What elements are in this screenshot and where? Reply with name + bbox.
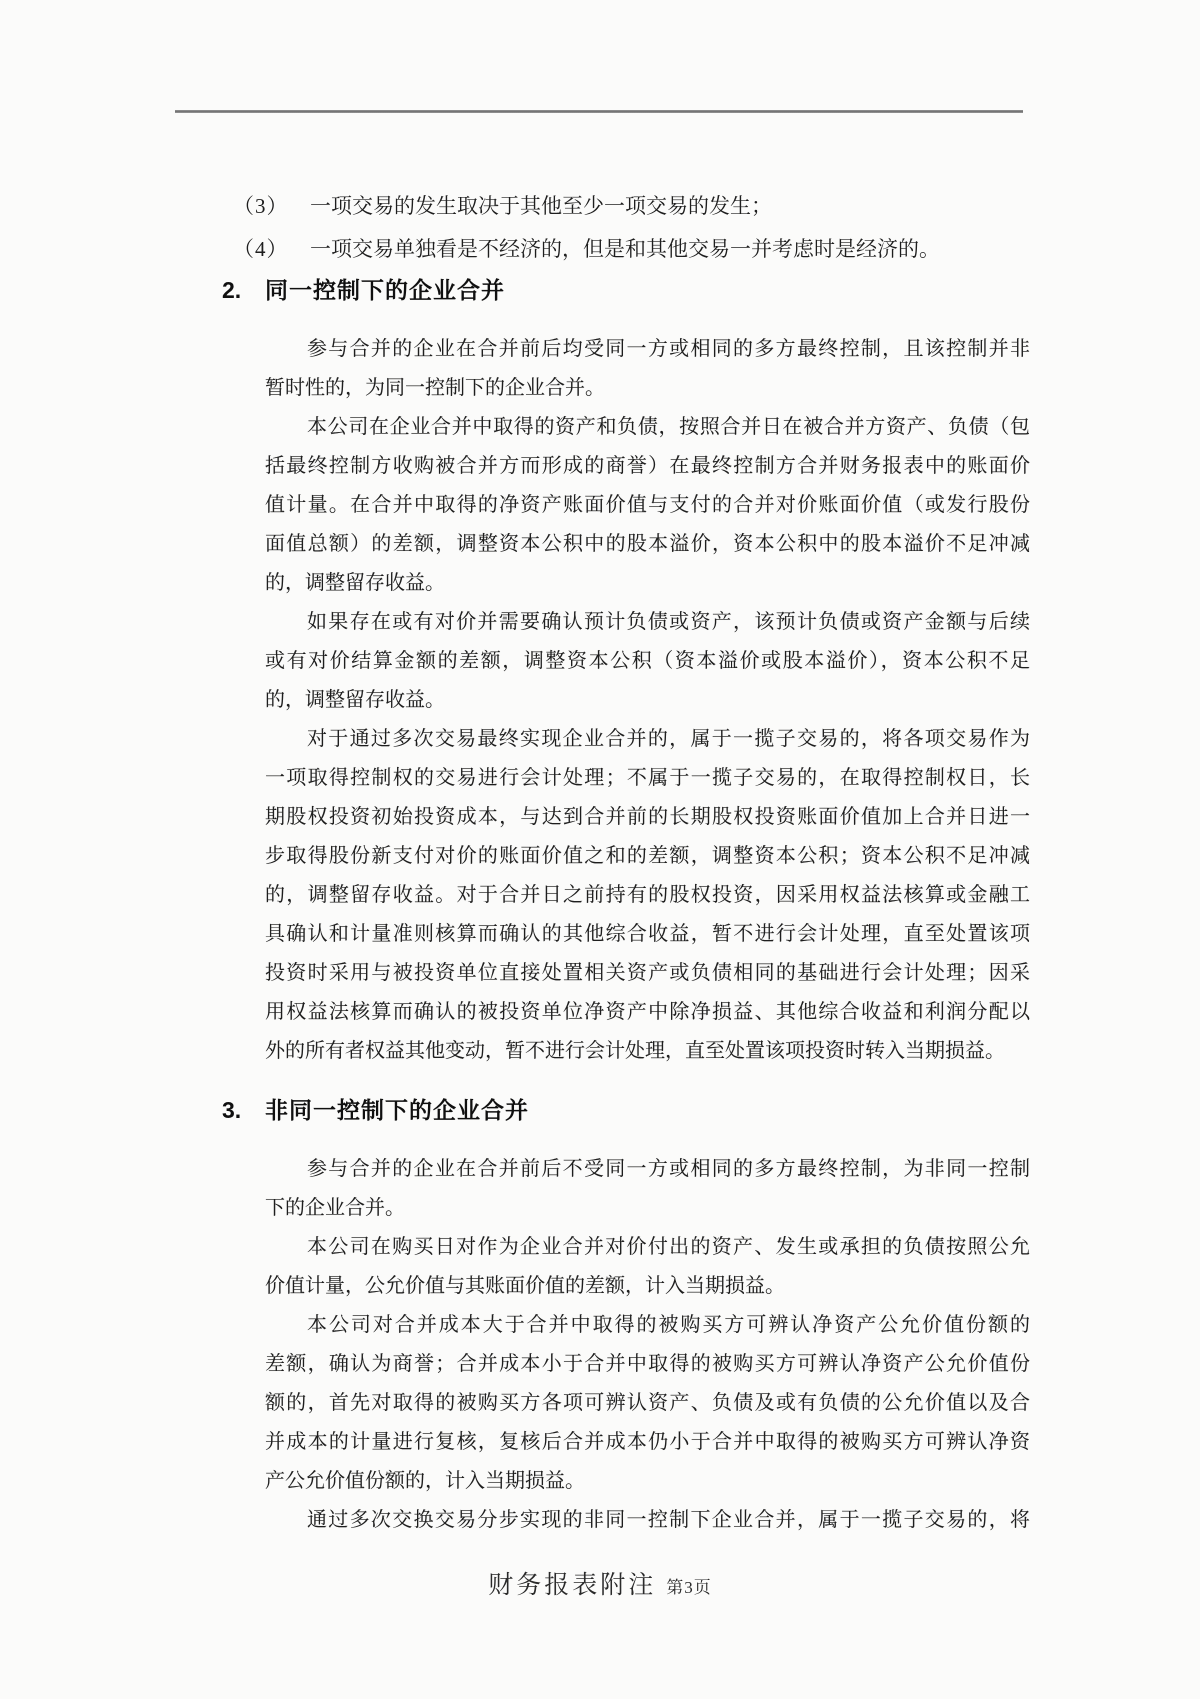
section-number: 2. — [222, 277, 242, 303]
text-line: 并成本的计量进行复核，复核后合并成本仍小于合并中取得的被购买方可辨认净资 — [265, 1431, 1030, 1453]
text-line: 参与合并的企业在合并前后不受同一方或相同的多方最终控制，为非同一控制 — [307, 1158, 1030, 1180]
text-line: 或有对价结算金额的差额，调整资本公积（资本溢价或股本溢价），资本公积不足 — [265, 650, 1030, 672]
text-line: 步取得股份新支付对价的账面价值之和的差额，调整资本公积；资本公积不足冲减 — [265, 845, 1030, 867]
paragraph — [265, 1228, 1030, 1306]
text-line: 一项取得控制权的交易进行会计处理；不属于一揽子交易的，在取得控制权日，长 — [265, 767, 1030, 789]
list-item-text: 一项交易单独看是不经济的，但是和其他交易一并考虑时是经济的。 — [310, 237, 940, 261]
text-line: 本公司在购买日对作为企业合并对价付出的资产、发生或承担的负债按照公允 — [307, 1236, 1030, 1258]
paragraph — [265, 1150, 1030, 1228]
text-line: 如果存在或有对价并需要确认预计负债或资产，该预计负债或资产金额与后续 — [307, 611, 1030, 633]
list-item-marker: （3） — [233, 194, 289, 218]
paragraph — [265, 1306, 1030, 1501]
text-line: 外的所有者权益其他变动，暂不进行会计处理，直至处置该项投资时转入当期损益。 — [265, 1040, 1005, 1062]
list-item — [222, 185, 1030, 228]
paragraph — [265, 1501, 1030, 1540]
text-line: 的，调整留存收益。 — [265, 689, 445, 711]
text-line: 下的企业合并。 — [265, 1197, 405, 1219]
footer-title: 财务报表附注 — [488, 1572, 657, 1599]
text-line: 本公司对合并成本大于合并中取得的被购买方可辨认净资产公允价值份额的 — [307, 1314, 1030, 1336]
text-line: 额的，首先对取得的被购买方各项可辨认资产、负债及或有负债的公允价值以及合 — [265, 1392, 1030, 1414]
text-line: 的，调整留存收益。对于合并日之前持有的股权投资，因采用权益法核算或金融工 — [265, 884, 1030, 906]
list-item — [222, 228, 1030, 271]
text-line: 参与合并的企业在合并前后均受同一方或相同的多方最终控制，且该控制并非 — [307, 338, 1030, 360]
text-line: 值计量。在合并中取得的净资产账面价值与支付的合并对价账面价值（或发行股份 — [265, 494, 1030, 516]
text-line: 价值计量，公允价值与其账面价值的差额，计入当期损益。 — [265, 1275, 785, 1297]
text-line: 本公司在企业合并中取得的资产和负债，按照合并日在被合并方资产、负债（包 — [307, 416, 1030, 438]
section-title: 同一控制下的企业合并 — [265, 277, 505, 303]
list-item-marker: （4） — [233, 237, 289, 261]
paragraph — [265, 603, 1030, 720]
footer-page-number: 第3页 — [666, 1578, 712, 1597]
text-line: 产公允价值份额的，计入当期损益。 — [265, 1470, 585, 1492]
text-line: 期股权投资初始投资成本，与达到合并前的长期股权投资账面价值加上合并日进一 — [265, 806, 1030, 828]
section-heading — [222, 1091, 1030, 1130]
text-line: 具确认和计量准则核算而确认的其他综合收益，暂不进行会计处理，直至处置该项 — [265, 923, 1030, 945]
paragraph — [265, 408, 1030, 603]
section-number: 3. — [222, 1097, 242, 1123]
document-body — [222, 0, 1030, 1540]
text-line: 差额，确认为商誉；合并成本小于合并中取得的被购买方可辨认净资产公允价值份 — [265, 1353, 1030, 1375]
page-footer — [0, 1566, 1200, 1606]
text-line: 的，调整留存收益。 — [265, 572, 445, 594]
text-line: 面值总额）的差额，调整资本公积中的股本溢价，资本公积中的股本溢价不足冲减 — [265, 533, 1030, 555]
text-line: 对于通过多次交易最终实现企业合并的，属于一揽子交易的，将各项交易作为 — [307, 728, 1030, 750]
section-heading — [222, 271, 1030, 310]
section-title: 非同一控制下的企业合并 — [265, 1097, 529, 1123]
text-line: 通过多次交换交易分步实现的非同一控制下企业合并，属于一揽子交易的，将 — [307, 1509, 1030, 1531]
list-item-text: 一项交易的发生取决于其他至少一项交易的发生； — [310, 194, 772, 218]
text-line: 暂时性的，为同一控制下的企业合并。 — [265, 377, 605, 399]
text-line: 括最终控制方收购被合并方而形成的商誉）在最终控制方合并财务报表中的账面价 — [265, 455, 1030, 477]
paragraph — [265, 720, 1030, 1071]
paragraph — [265, 330, 1030, 408]
text-line: 用权益法核算而确认的被投资单位净资产中除净损益、其他综合收益和利润分配以 — [265, 1001, 1030, 1023]
text-line: 投资时采用与被投资单位直接处置相关资产或负债相同的基础进行会计处理；因采 — [265, 962, 1030, 984]
